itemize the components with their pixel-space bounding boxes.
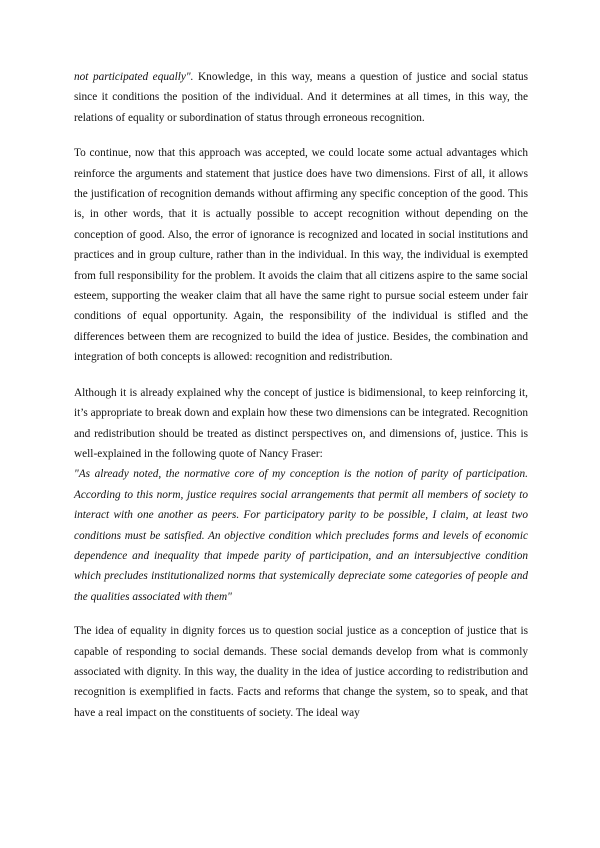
paragraph-dignity: The idea of equality in dignity forces us to question social justice as a conception of justice that is capable of responding to social demands. These social demands develop from what is commonly associated with dignity. In this way, the duality in the idea of justice according to redistribution and recognition is exemplified in facts. Facts and reforms that change the system, so to speak, and that have a real impact on the constituents of society. The ideal way bbox=[74, 625, 528, 719]
paragraph-bidimensional: Although it is already explained why the concept of justice is bidimensional, to keep reinforcing it, it’s appropriate to break down and explain how these two dimensions can be integrated. Recognition and redistribution should be treated as distinct perspectives on, and dimensions of, justice. This is well-explained in the following quote of Nancy Fraser: bbox=[74, 386, 528, 460]
document-page bbox=[74, 67, 528, 723]
fraser-quote: "As already noted, the normative core of my conception is the notion of parity of participation. According to this norm, justice requires social arrangements that permit all members of society to interact with one another as peers. For participatory parity to be possible, I claim, at least two conditions must be satisfied. An objective condition which precludes forms and levels of economic dependence and inequality that impede parity of participation, and an intersubjective condition which precludes institutionalized norms that systemically depreciate some categories of people and the qualities associated with them" bbox=[74, 468, 528, 603]
paragraph-knowledge bbox=[74, 67, 528, 128]
quote-ending: not participated equally". bbox=[74, 71, 194, 83]
paragraph-knowledge-text: Knowledge, in this way, means a question of justice and social status since it conditions the position of the individual. And it determines at all times, in this way, the relations of equality or subordination of status through erroneous recognition. bbox=[74, 71, 528, 124]
paragraph-advantages: To continue, now that this approach was accepted, we could locate some actual advantages which reinforce the arguments and statement that justice does have two dimensions. First of all, it allows the justification of recognition demands without affirming any specific conception of the good. This is, in other words, that it is actually possible to accept recognition without depending on the conception of good. Also, the error of ignorance is recognized and located in social institutions and practices and in group culture, rather than in the individual. In this way, the individual is exempted from full responsibility for the problem. It avoids the claim that all citizens aspire to the same social esteem, supporting the weaker claim that all have the same right to pursue social esteem under fair conditions of equal opportunity. Again, the responsibility of the individual is stifled and the differences between them are recognized to build the idea of justice. Besides, the combination and integration of both concepts is allowed: recognition and redistribution. bbox=[74, 147, 528, 364]
